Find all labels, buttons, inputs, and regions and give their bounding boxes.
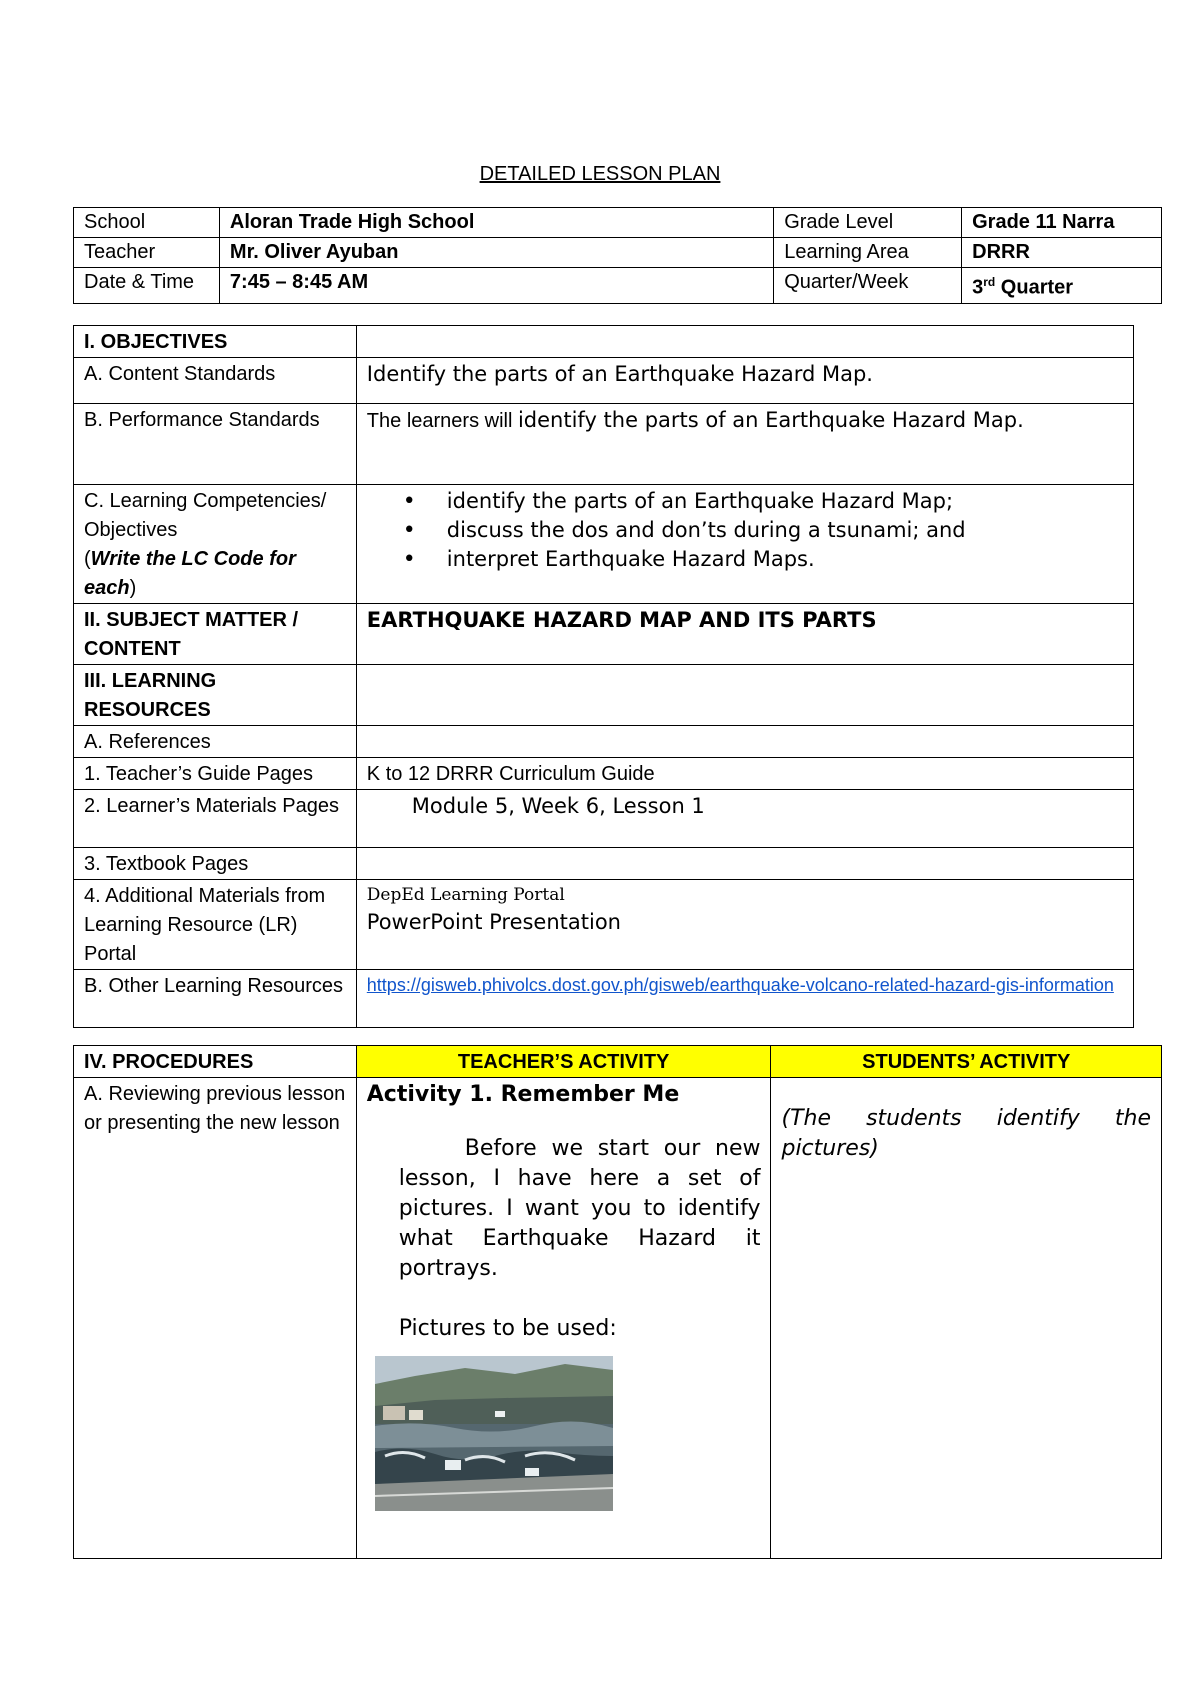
subject-matter-value: EARTHQUAKE HAZARD MAP AND ITS PARTS: [356, 604, 1133, 665]
empty-cell: [356, 326, 1133, 358]
performance-text: identify the parts of an Earthquake Hazard Map.: [517, 408, 1024, 432]
phivolcs-link[interactable]: https://gisweb.phivolcs.dost.gov.ph/gisweb/earthquake-volcano-related-hazard-gis-information: [366, 975, 1114, 995]
additional-materials-row: [74, 880, 1134, 970]
textbook-row: [74, 848, 1134, 880]
datetime-value: 7:45 – 8:45 AM: [219, 268, 773, 304]
teacher-label: Teacher: [74, 238, 220, 268]
content-standards-value: Identify the parts of an Earthquake Hazard Map.: [356, 358, 1133, 404]
students-activity-heading: STUDENTS’ ACTIVITY: [771, 1046, 1162, 1078]
teacher-instruction: Before we start our new lesson, I have here a set of pictures. I want you to identify what Earthquake Hazard it portrays.: [398, 1136, 761, 1281]
learners-materials-label: 2. Learner’s Materials Pages: [74, 790, 357, 848]
additional-materials-value: [356, 880, 1133, 970]
teacher-value: Mr. Oliver Ayuban: [219, 238, 773, 268]
procedures-heading: IV. PROCEDURES: [74, 1046, 357, 1078]
grade-label: Grade Level: [774, 208, 962, 238]
references-row: [74, 726, 1134, 758]
performance-standards-label: B. Performance Standards: [74, 404, 357, 485]
teachers-guide-label: 1. Teacher’s Guide Pages: [74, 758, 357, 790]
content-standards-row: [74, 358, 1134, 404]
competencies-label-text: C. Learning Competencies/ Objectives: [84, 490, 327, 541]
competency-item: • identify the parts of an Earthquake Hazard Map;: [447, 487, 1123, 516]
pictures-label: Pictures to be used:: [398, 1316, 617, 1341]
objectives-heading-row: [74, 326, 1134, 358]
subject-matter-label: II. SUBJECT MATTER / CONTENT: [74, 604, 357, 665]
teachers-activity-cell: [356, 1078, 771, 1559]
empty-cell: [356, 848, 1133, 880]
teachers-activity-heading: TEACHER’S ACTIVITY: [356, 1046, 771, 1078]
competencies-list: [367, 487, 1123, 574]
quarter-label: Quarter/Week: [774, 268, 962, 304]
quarter-suffix: rd: [983, 275, 996, 289]
subject-matter-row: [74, 604, 1134, 665]
competencies-list-cell: [356, 485, 1133, 604]
quarter-number: 3: [972, 276, 984, 299]
procedures-table: [73, 1045, 1162, 1559]
students-activity-cell: [771, 1078, 1162, 1559]
activity-title: Activity 1. Remember Me: [366, 1082, 680, 1107]
competencies-italic: Write the LC Code for each: [84, 548, 296, 599]
quarter-word: Quarter: [995, 276, 1074, 299]
teachers-guide-row: [74, 758, 1134, 790]
additional-line-1: DepEd Learning Portal: [366, 885, 565, 905]
tsunami-photo: [375, 1356, 613, 1511]
resources-heading-row: [74, 665, 1134, 726]
competencies-open: (: [84, 548, 91, 570]
textbook-label: 3. Textbook Pages: [74, 848, 357, 880]
school-label: School: [74, 208, 220, 238]
procedures-heading-row: [74, 1046, 1162, 1078]
header-table: [73, 207, 1162, 304]
competency-item: • discuss the dos and don’ts during a tsunami; and: [447, 516, 1123, 545]
additional-line-2: PowerPoint Presentation: [366, 910, 621, 934]
empty-cell: [356, 665, 1133, 726]
other-resources-row: [74, 970, 1134, 1028]
competencies-row: [74, 485, 1134, 604]
competencies-close: ): [129, 577, 137, 599]
quarter-value: [962, 268, 1162, 304]
area-value: DRRR: [962, 238, 1162, 268]
procedure-a-label: A. Reviewing previous lesson or presenting the new lesson: [74, 1078, 357, 1559]
tsunami-photo-image: [375, 1356, 613, 1511]
students-response: (The students identify the pictures): [781, 1106, 1151, 1161]
performance-prefix: The learners will: [366, 410, 518, 432]
procedure-a-row: [74, 1078, 1162, 1559]
competency-item: • interpret Earthquake Hazard Maps.: [447, 545, 1123, 574]
learners-materials-row: [74, 790, 1134, 848]
objectives-heading: I. OBJECTIVES: [74, 326, 357, 358]
header-row-school: [74, 208, 1162, 238]
grade-value: Grade 11 Narra: [962, 208, 1162, 238]
competencies-label: [74, 485, 357, 604]
resources-heading: III. LEARNING RESOURCES: [74, 665, 357, 726]
references-label: A. References: [74, 726, 357, 758]
additional-materials-label: 4. Additional Materials from Learning Resource (LR) Portal: [74, 880, 357, 970]
objectives-table: [73, 325, 1134, 1028]
area-label: Learning Area: [774, 238, 962, 268]
page-title: DETAILED LESSON PLAN: [479, 163, 721, 185]
performance-standards-row: [74, 404, 1134, 485]
teachers-guide-value: K to 12 DRRR Curriculum Guide: [356, 758, 1133, 790]
content-standards-label: A. Content Standards: [74, 358, 357, 404]
datetime-label: Date & Time: [74, 268, 220, 304]
empty-cell: [356, 726, 1133, 758]
school-value: Aloran Trade High School: [219, 208, 773, 238]
header-row-teacher: [74, 238, 1162, 268]
performance-standards-value: [356, 404, 1133, 485]
learners-materials-value: Module 5, Week 6, Lesson 1: [356, 790, 1133, 848]
other-resources-value: [356, 970, 1133, 1028]
header-row-datetime: [74, 268, 1162, 304]
other-resources-label: B. Other Learning Resources: [74, 970, 357, 1028]
